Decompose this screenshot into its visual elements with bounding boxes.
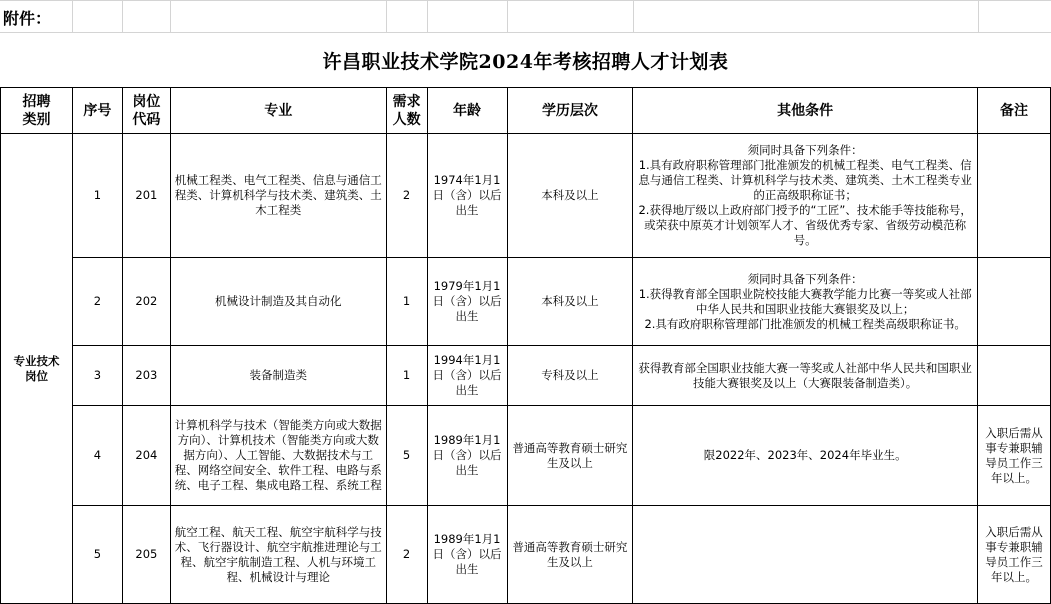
row-no: 1 — [72, 134, 122, 258]
row-code: 201 — [122, 134, 170, 258]
table-row — [1, 406, 1051, 506]
row-education: 普通高等教育硕士研究生及以上 — [507, 406, 633, 506]
row-major: 航空工程、航天工程、航空宇航科学与技术、飞行器设计、航空宇航推进理论与工程、航空宇航制造工程、人机与环境工程、机械设计与理论 — [170, 506, 386, 604]
row-no: 2 — [72, 258, 122, 346]
category-line-2: 岗位 — [24, 368, 48, 383]
row-conditions — [633, 134, 978, 258]
condition-line: 获得教育部全国职业技能大赛一等奖或人社部中华人民共和国职业技能大赛银奖及以上（大赛限装备制造类）。 — [638, 360, 972, 390]
row-code: 202 — [122, 258, 170, 346]
row-age: 1979年1月1日（含）以后出生 — [427, 258, 507, 346]
table-row — [1, 258, 1051, 346]
row-no: 5 — [72, 506, 122, 604]
gridline — [72, 0, 73, 33]
condition-line: 2.获得地厅级以上政府部门授予的“工匠”、技术能手等技能称号，或荣获中原英才计划领军人才、省级优秀专家、省级劳动模范称号。 — [638, 203, 972, 247]
row-note: 入职后需从事专兼职辅导员工作三年以上。 — [977, 406, 1050, 506]
row-education: 本科及以上 — [507, 258, 633, 346]
row-education: 普通高等教育硕士研究生及以上 — [507, 506, 633, 604]
row-major: 装备制造类 — [170, 346, 386, 406]
col-header-count: 需求 人数 — [386, 88, 427, 134]
attachment-label: 附件： — [3, 9, 52, 28]
col-header-no: 序号 — [72, 88, 122, 134]
col-header-major: 专业 — [170, 88, 386, 134]
condition-line: 须同时具备下列条件： — [747, 143, 863, 157]
col-header-notes: 备注 — [977, 88, 1050, 134]
condition-line: 1.具有政府职称管理部门批准颁发的机械工程类、电气工程类、信息与通信工程类、计算机科学与技术类、建筑类、土木工程类专业的正高级职称证书； — [638, 158, 972, 202]
row-count: 1 — [386, 346, 427, 406]
category-cell — [1, 134, 73, 604]
row-major: 机械设计制造及其自动化 — [170, 258, 386, 346]
row-count: 1 — [386, 258, 427, 346]
category-line-1: 专业技术 — [13, 353, 60, 368]
row-no: 3 — [72, 346, 122, 406]
gridline — [633, 0, 634, 33]
row-code: 203 — [122, 346, 170, 406]
row-age: 1989年1月1日（含）以后出生 — [427, 506, 507, 604]
table-row — [1, 134, 1051, 258]
col-header-code: 岗位 代码 — [122, 88, 170, 134]
row-code: 205 — [122, 506, 170, 604]
row-note — [977, 134, 1050, 258]
row-conditions — [633, 346, 978, 406]
gridline — [386, 0, 387, 33]
recruitment-table — [0, 87, 1051, 604]
row-age: 1994年1月1日（含）以后出生 — [427, 346, 507, 406]
row-conditions — [633, 406, 978, 506]
row-count: 2 — [386, 134, 427, 258]
gridline — [122, 0, 123, 33]
gridline — [0, 0, 1051, 1]
row-education: 本科及以上 — [507, 134, 633, 258]
condition-line: 须同时具备下列条件： — [747, 271, 863, 286]
gridline — [427, 0, 428, 33]
row-count: 5 — [386, 406, 427, 506]
condition-line: 2.具有政府职称管理部门批准颁发的机械工程类高级职称证书。 — [644, 316, 966, 331]
row-major: 机械工程类、电气工程类、信息与通信工程类、计算机科学与技术类、建筑类、土木工程类 — [170, 134, 386, 258]
col-header-age: 年龄 — [427, 88, 507, 134]
page-title: 许昌职业技术学院2024年考核招聘人才计划表 — [322, 51, 729, 73]
gridline — [170, 0, 171, 33]
condition-line: 1.获得教育部全国职业院校技能大赛教学能力比赛一等奖或人社部中华人民共和国职业技能大赛银奖及以上； — [638, 286, 972, 316]
row-code: 204 — [122, 406, 170, 506]
table-row — [1, 506, 1051, 604]
row-note: 入职后需从事专兼职辅导员工作三年以上。 — [977, 506, 1050, 604]
row-note — [977, 258, 1050, 346]
row-no: 4 — [72, 406, 122, 506]
col-header-category: 招聘 类别 — [1, 88, 73, 134]
row-major: 计算机科学与技术（智能类方向或大数据方向）、计算机技术（智能类方向或大数据方向）、人工智能、大数据技术与工程、网络空间安全、软件工程、电路与系统、电子工程、集成电路工程、系统工程 — [170, 406, 386, 506]
row-count: 2 — [386, 506, 427, 604]
row-conditions — [633, 258, 978, 346]
title-band — [0, 33, 1051, 88]
row-age: 1974年1月1日（含）以后出生 — [427, 134, 507, 258]
row-education: 专科及以上 — [507, 346, 633, 406]
col-header-conditions: 其他条件 — [633, 88, 978, 134]
row-age: 1989年1月1日（含）以后出生 — [427, 406, 507, 506]
row-note — [977, 346, 1050, 406]
header-row — [1, 88, 1051, 134]
condition-line: 限2022年、2023年、2024年毕业生。 — [703, 448, 907, 462]
table-row — [1, 346, 1051, 406]
gridline — [507, 0, 508, 33]
col-header-education: 学历层次 — [507, 88, 633, 134]
row-conditions — [633, 506, 978, 604]
gridline — [978, 0, 979, 33]
